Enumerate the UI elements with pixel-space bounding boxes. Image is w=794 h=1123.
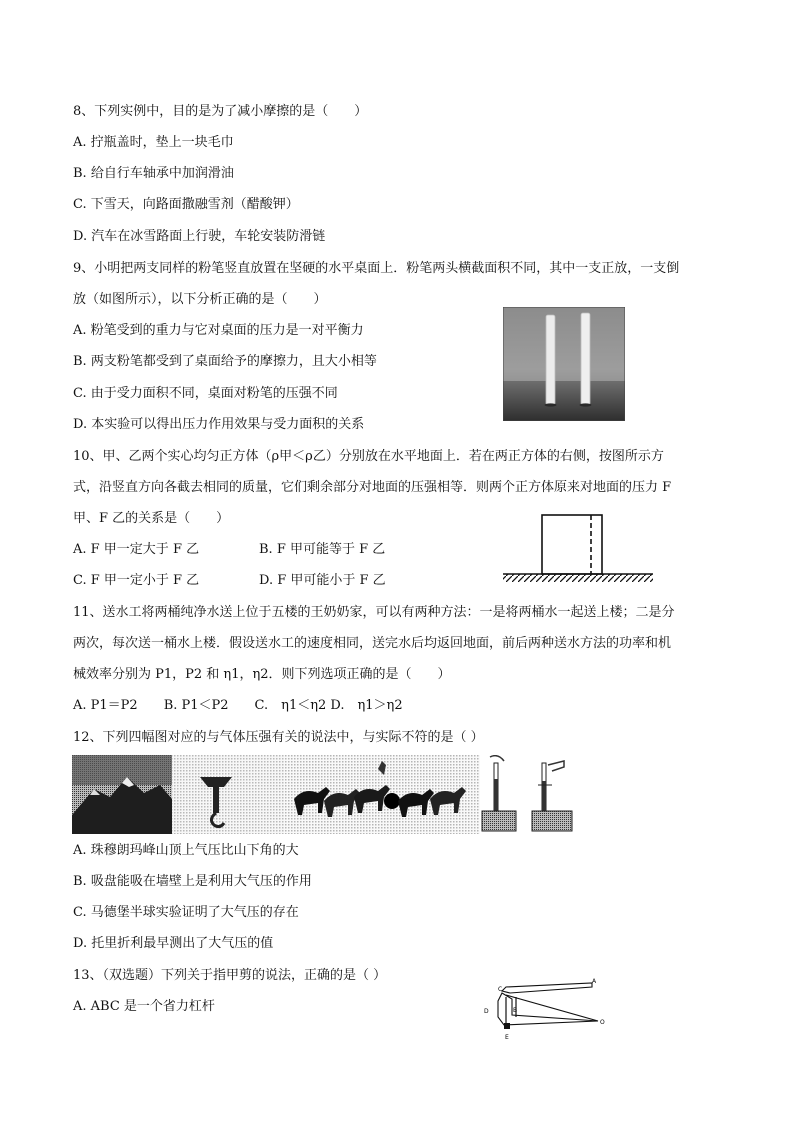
label-A: A <box>592 978 597 985</box>
q12-option-c: C. 马德堡半球实验证明了大气压的存在 <box>73 905 299 920</box>
magdeburg-horses-picture <box>284 755 480 834</box>
q9-option-b: B. 两支粉笔都受到了桌面给予的摩擦力，且大小相等 <box>73 354 377 369</box>
q9-stem-line2: 放（如图所示），以下分析正确的是（ ） <box>73 292 327 307</box>
q12-option-b: B. 吸盘能吸在墙壁上是利用大气压的作用 <box>73 874 312 889</box>
q11-options: A. P1＝P2 B. P1＜P2 C. η1＜η2 D. η1＞η2 <box>73 698 403 713</box>
label-D: D <box>484 1008 489 1015</box>
label-O: O <box>600 1019 605 1026</box>
q8-option-b: B. 给自行车轴承中加润滑油 <box>73 166 234 181</box>
pressure-pictures-strip <box>72 755 580 834</box>
chalk-stick-right <box>581 313 590 405</box>
q10-stem-line2: 式，沿竖直方向各截去相同的质量，它们剩余部分对地面的压强相等．则两个正方体原来对地面的压力 F <box>73 480 672 495</box>
q9-option-c: C. 由于受力面积不同，桌面对粉笔的压强不同 <box>73 386 338 401</box>
cube <box>542 515 602 574</box>
q12-stem: 12、下列四幅图对应的与气体压强有关的说法中，与实际不符的是（ ） <box>73 730 484 745</box>
q13-stem: 13、（双选题）下列关于指甲剪的说法，正确的是（ ） <box>73 968 387 983</box>
q9-stem-line1: 9、小明把两支同样的粉笔竖直放置在坚硬的水平桌面上．粉笔两头横截面积不同，其中一支正放，一支倒 <box>73 261 680 276</box>
q11-stem-line1: 11、送水工将两桶纯净水送上位于五楼的王奶奶家，可以有两种方法：一是将两桶水一起送上楼；二是分 <box>73 605 675 620</box>
q9-option-a: A. 粉笔受到的重力与它对桌面的压力是一对平衡力 <box>73 323 364 338</box>
label-E: E <box>505 1034 509 1041</box>
q8-stem: 8、下列实例中，目的是为了减小摩擦的是（ ） <box>73 104 368 119</box>
q9-option-d: D. 本实验可以得出压力作用效果与受力面积的关系 <box>73 417 365 432</box>
label-B: B <box>513 1007 518 1014</box>
suction-cup-picture <box>172 755 284 834</box>
q10-option-c: C. F 甲一定小于 F 乙 <box>73 573 200 588</box>
q10-option-b: B. F 甲可能等于 F 乙 <box>259 542 386 557</box>
ground-hatch <box>503 574 653 582</box>
q11-stem-line2: 两次，每次送一桶水上楼．假设送水工的速度相同，送完水后均返回地面，前后两种送水方法的功率和机 <box>73 636 672 651</box>
q10-stem-line1: 10、甲、乙两个实心均匀正方体（ρ甲＜ρ乙）分别放在水平地面上．若在两正方体的右侧，按图所示方 <box>73 449 664 464</box>
q12-option-a: A. 珠穆朗玛峰山顶上气压比山下角的大 <box>73 843 299 858</box>
chalk-stick-left <box>546 315 555 405</box>
q10-stem-line3: 甲、F 乙的关系是（ ） <box>73 511 230 526</box>
q8-option-d: D. 汽车在冰雪路面上行驶，车轮安装防滑链 <box>73 229 326 244</box>
q12-option-d: D. 托里折利最早测出了大气压的值 <box>73 936 274 951</box>
q8-option-a: A. 拧瓶盖时，垫上一块毛巾 <box>73 135 234 150</box>
q13-option-a: A. ABC 是一个省力杠杆 <box>73 999 215 1014</box>
q10-option-d: D. F 甲可能小于 F 乙 <box>259 573 386 588</box>
chalk-photo <box>503 307 625 421</box>
cube-cut-diagram <box>500 510 656 590</box>
mountain-picture <box>72 755 172 834</box>
label-C: C <box>498 986 503 993</box>
nail-clipper-diagram <box>480 975 610 1043</box>
torricelli-tubes-picture <box>480 755 580 834</box>
q11-stem-line3: 械效率分别为 P1，P2 和 η1，η2．则下列选项正确的是（ ） <box>73 667 451 682</box>
q8-option-c: C. 下雪天，向路面撒融雪剂（醋酸钾） <box>73 197 299 212</box>
q10-option-a: A. F 甲一定大于 F 乙 <box>73 542 200 557</box>
